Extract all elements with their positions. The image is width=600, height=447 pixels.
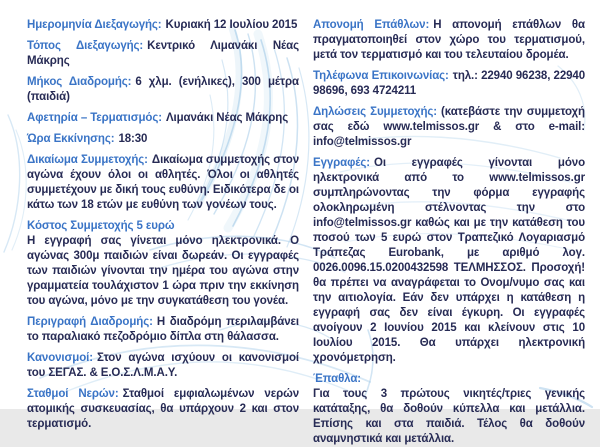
- start-time-paragraph: [27, 132, 299, 147]
- field-label: Περιγραφή Διαδρομής:: [27, 316, 153, 328]
- registrations-paragraph: [313, 156, 585, 366]
- start-finish-paragraph: [27, 111, 299, 126]
- participation-cost-paragraph: [27, 219, 299, 309]
- prizes-paragraph: [313, 372, 585, 447]
- field-value: Η διαδρόμη περιλαμβάνει το παραλιακό πεζοδρόμιο δίπλα στη θάλασσα.: [27, 316, 299, 343]
- field-value: (κατεβάστε την συμμετοχή σας εδώ www.telmissos.gr & στο e-mail: info@telmissos.gr: [313, 106, 585, 148]
- field-label: Αφετηρία – Τερματισμός:: [27, 112, 162, 124]
- field-label: Εγγραφές:: [313, 157, 370, 169]
- field-value: Δικαίωμα συμμετοχής στον αγώνα έχουν όλοι οι αθλητές. Όλοι οι αθλητές συμμετέχουν με δική τους ευθύνη. Ειδικότερα δε οι κάτω των 18 ετών με ευθύνη των γονέων τους.: [27, 154, 299, 211]
- race-distance-paragraph: [27, 75, 299, 105]
- section-heading: Έπαθλα:: [313, 373, 362, 385]
- field-value: Η απονομή επάθλων θα πραγματοποιηθεί στον χώρο του τερματισμού, μετά τον τερματισμό και του τελευταίου δρομέα.: [313, 19, 585, 61]
- contact-phones-paragraph: [313, 69, 585, 99]
- field-value: τηλ.: 22940 96238, 22940 98696, 693 4724211: [313, 70, 585, 97]
- field-label: Τηλέφωνα Επικοινωνίας:: [313, 70, 449, 82]
- field-label: Ημερομηνία Διεξαγωγής:: [27, 19, 162, 31]
- field-label: Δικαίωμα Συμμετοχής:: [27, 154, 148, 166]
- field-value: Κεντρικό Λιμανάκι Νέας Μάκρης: [27, 40, 299, 67]
- field-label: Τόπος Διεξαγωγής:: [27, 40, 144, 52]
- field-value: 6 χλμ. (ενήλικες), 300 μέτρα (παιδιά): [27, 76, 299, 103]
- field-value: Λιμανάκι Νέας Μάκρης: [165, 112, 289, 124]
- field-label: Ώρα Εκκίνησης:: [27, 133, 115, 145]
- field-label: Απονομή Επάθλων:: [313, 19, 430, 31]
- race-date-paragraph: [27, 18, 299, 33]
- field-value: Στον αγώνα ισχύουν οι κανονισμοί του ΣΕΓΑΣ. & Ε.Ο.Σ.Λ.Μ.Α.Υ.: [27, 352, 299, 379]
- field-value: Κυριακή 12 Ιουλίου 2015: [165, 19, 298, 31]
- section-heading: Κόστος Συμμετοχής 5 ευρώ: [27, 220, 175, 232]
- route-description-paragraph: [27, 315, 299, 345]
- field-value: Σταθμοί εμφιαλωμένων νερών ατομικής συσκευασίας, θα υπάρχουν 2 και στον τερματισμό.: [27, 388, 299, 430]
- rules-paragraph: [27, 351, 299, 381]
- field-value: Οι εγγραφές γίνονται μόνο ηλεκτρονικά από το www.telmissos.gr συμπληρώνοντας την φόρμα εγγραφής ολοκληρωμένη στέλνοντας την στο info@telmissos.gr καθώς και με την κατάθεση του ποσού των 5 ευρώ στον Τραπεζικό Λογαριασμό Τράπεζας Eurobank, με αριθμό λογ. 0026.0096.15.0200432598 ΤΕΛΜΗΣΣΟΣ. Προσοχή! θα πρέπει να αναγράφεται το Ονομ/νυμο σας και την αιτιολογία. Εάν δεν υπάρχει η κατάθεση η εγγραφή σας δεν είναι έγκυρη. Οι εγγραφές ανοίγουν 2 Ιουνίου 2015 και κλείνουν στις 10 Ιουλίου 2015. Θα υπάρχει ηλεκτρονική χρονόμετρηση.: [313, 157, 585, 364]
- water-stations-paragraph: [27, 387, 299, 432]
- left-column: [27, 18, 299, 430]
- race-location-paragraph: [27, 39, 299, 69]
- field-label: Σταθμοί Νερών:: [27, 388, 119, 400]
- field-value: Η εγγραφή σας γίνεται μόνο ηλεκτρονικά. Ο αγώνας 300μ παιδιών είναι δωρεάν. Οι εγγραφές των παιδιών γίνονται την ημέρα του αγώνα στην γραμματεία τουλάχιστον 1 ώρα πριν την εκκίνηση του αγώνα, μόνο με την συγκατάθεση του γονέα.: [27, 235, 299, 307]
- right-column: [313, 18, 585, 445]
- field-label: Κανονισμοί:: [27, 352, 93, 364]
- participation-right-paragraph: [27, 153, 299, 213]
- awards-ceremony-paragraph: [313, 18, 585, 63]
- participation-declarations-paragraph: [313, 105, 585, 150]
- field-value: 18:30: [118, 133, 148, 145]
- field-value: Για τους 3 πρώτους νικητές/τριες γενικής κατάταξης, θα δοθούν κύπελλα και μετάλλια. Επίσης και στα παιδιά. Τέλος θα δοθούν αναμνηστικά και μετάλλια.: [313, 388, 585, 445]
- field-label: Δηλώσεις Συμμετοχής:: [313, 106, 438, 118]
- field-label: Μήκος Διαδρομής:: [27, 76, 132, 88]
